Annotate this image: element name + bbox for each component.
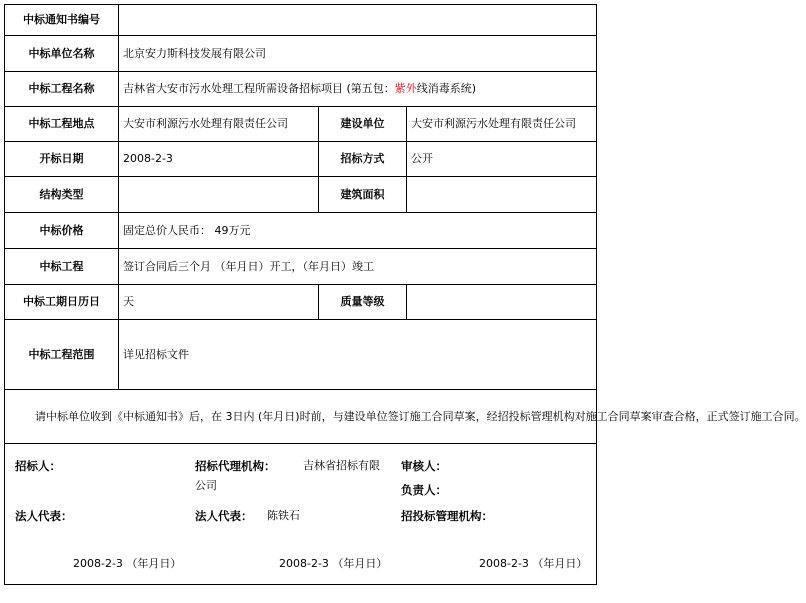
scope-value: 详见招标文件 <box>119 320 597 390</box>
location-value: 大安市利源污水处理有限责任公司 <box>119 107 319 142</box>
row-price <box>5 213 597 249</box>
winning-unit-label: 中标单位名称 <box>5 36 119 72</box>
quality-value <box>407 285 597 320</box>
area-label: 建筑面积 <box>319 177 407 213</box>
method-value: 公开 <box>407 142 597 177</box>
row-signatures <box>5 444 597 585</box>
row-open-date <box>5 142 597 177</box>
open-date-label: 开标日期 <box>5 142 119 177</box>
award-notice-table <box>4 4 806 585</box>
responsible-label: 负责人： <box>401 483 447 497</box>
winning-unit-value: 北京安力斯科技发展有限公司 <box>119 36 597 72</box>
project-name-label: 中标工程名称 <box>5 72 119 107</box>
agency-value-line1: 吉林省招标有限 <box>303 459 380 472</box>
reviewer-label: 审核人： <box>401 459 447 473</box>
row-structure <box>5 177 597 213</box>
agency-label: 招标代理机构： <box>195 459 276 473</box>
builder-value: 大安市利源污水处理有限责任公司 <box>407 107 597 142</box>
date-mid: 2008-2-3 （年月日） <box>279 557 388 570</box>
project-name-suffix: 线消毒系统) <box>416 82 477 95</box>
days-label: 中标工期日历日 <box>5 285 119 320</box>
price-label: 中标价格 <box>5 213 119 249</box>
row-duration <box>5 285 597 320</box>
row-notice-text <box>5 390 597 444</box>
structure-label: 结构类型 <box>5 177 119 213</box>
mgmt-label: 招投标管理机构： <box>401 509 493 523</box>
quality-label: 质量等级 <box>319 285 407 320</box>
notice-paragraph: 请中标单位收到《中标通知书》后，在 3日内 (年月日)时前，与建设单位签订施工合同草案，经招投标管理机构对施工合同草案审查合格，正式签订施工合同。 <box>5 390 597 444</box>
project-name-highlight: 紫外 <box>394 82 417 95</box>
row-location <box>5 107 597 142</box>
schedule-label: 中标工程 <box>5 249 119 285</box>
row-schedule <box>5 249 597 285</box>
builder-label: 建设单位 <box>319 107 407 142</box>
row-notice-number <box>5 5 597 36</box>
area-value <box>407 177 597 213</box>
location-label: 中标工程地点 <box>5 107 119 142</box>
row-scope <box>5 320 597 390</box>
date-left: 2008-2-3 （年月日） <box>73 557 182 570</box>
schedule-value: 签订合同后三个月 （年月日）开工，（年月日）竣工 <box>119 249 597 285</box>
legal-rep-left-label: 法人代表： <box>15 509 73 523</box>
legal-rep-mid-label: 法人代表： <box>195 509 253 523</box>
date-right: 2008-2-3 （年月日） <box>479 557 588 570</box>
tenderer-label: 招标人： <box>15 459 61 473</box>
legal-rep-mid-value: 陈铁石 <box>267 509 300 522</box>
project-name-prefix: 吉林省大安市污水处理工程所需设备招标项目 (第五包： <box>123 82 395 95</box>
notice-number-value <box>119 5 597 36</box>
notice-number-label: 中标通知书编号 <box>5 5 119 36</box>
agency-value-line2: 公司 <box>195 479 217 492</box>
method-label: 招标方式 <box>319 142 407 177</box>
structure-value <box>119 177 319 213</box>
open-date-value: 2008-2-3 <box>119 142 319 177</box>
scope-label: 中标工程范围 <box>5 320 119 390</box>
row-winning-unit <box>5 36 597 72</box>
project-name-value <box>119 72 597 107</box>
row-project-name <box>5 72 597 107</box>
signature-block <box>5 444 597 585</box>
price-value: 固定总价人民币： 49万元 <box>119 213 597 249</box>
days-value: 天 <box>119 285 319 320</box>
